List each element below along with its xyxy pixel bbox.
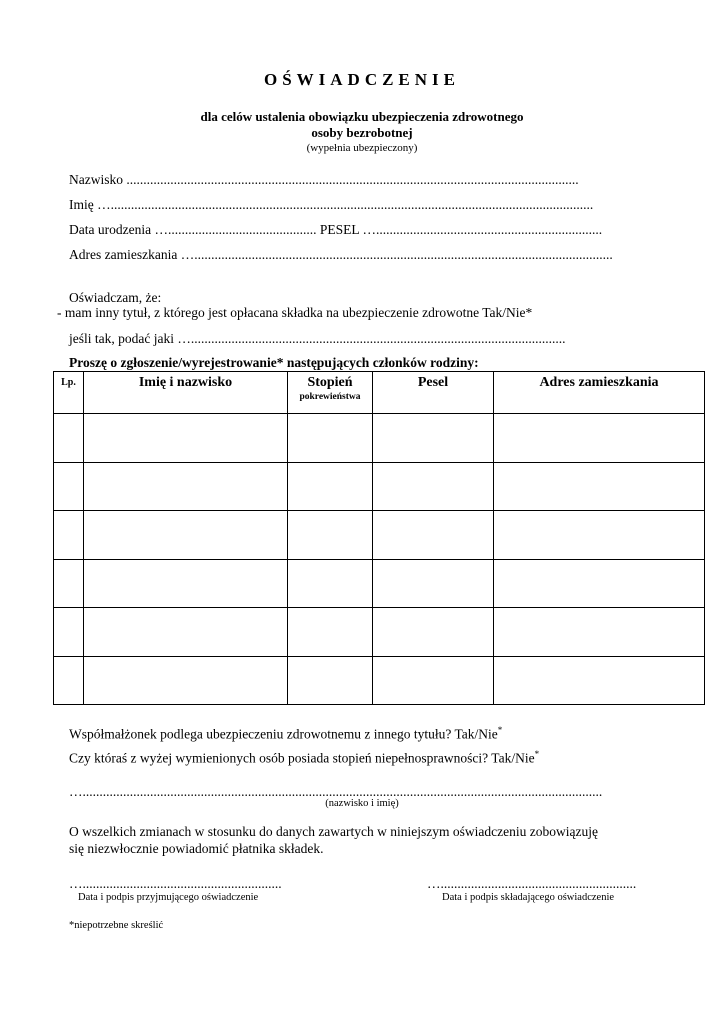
obligation-line1: O wszelkich zmianach w stosunku do danych zawartych w niniejszym oświadczeniu zobowiązuję xyxy=(69,824,598,839)
address-field[interactable]: Adres zamieszkania …............................................................................................................................ xyxy=(69,247,613,262)
cell-lp[interactable] xyxy=(54,656,84,705)
disability-question xyxy=(69,749,539,767)
cell-name[interactable] xyxy=(84,414,288,463)
cell-degree[interactable] xyxy=(288,511,373,560)
if-yes-field[interactable]: jeśli tak, podać jaki …............................................................................................................... xyxy=(69,331,566,346)
declarant-signature-line[interactable]: ….......................................................... xyxy=(427,876,637,891)
table-row xyxy=(54,414,705,463)
receiver-signature-line[interactable]: …........................................................... xyxy=(69,876,282,891)
cell-address[interactable] xyxy=(494,559,705,608)
cell-address[interactable] xyxy=(494,511,705,560)
cell-degree[interactable] xyxy=(288,559,373,608)
cell-name[interactable] xyxy=(84,656,288,705)
cell-name[interactable] xyxy=(84,608,288,657)
surname-field[interactable]: Nazwisko ...................................................................................................................................... xyxy=(69,172,579,187)
header-degree-sub: pokrewieństwa xyxy=(299,392,361,402)
declaration-intro: Oświadczam, że: xyxy=(69,290,162,305)
spouse-question-star: * xyxy=(497,725,503,735)
cell-pesel[interactable] xyxy=(373,511,494,560)
first-name-field[interactable]: Imię …............................................................................................................................................... xyxy=(69,197,594,212)
header-degree xyxy=(288,372,373,414)
cell-lp[interactable] xyxy=(54,608,84,657)
declarant-signature-caption: Data i podpis składającego oświadczenie xyxy=(442,892,615,903)
cell-degree[interactable] xyxy=(288,608,373,657)
document-title: OŚWIADCZENIE xyxy=(263,70,461,89)
footnote: *niepotrzebne skreślić xyxy=(69,920,164,931)
family-members-table xyxy=(53,371,705,705)
cell-address[interactable] xyxy=(494,608,705,657)
cell-lp[interactable] xyxy=(54,414,84,463)
document-subtitle-line2: osoby bezrobotnej xyxy=(311,125,413,140)
header-name-label: Imię i nazwisko xyxy=(138,375,233,390)
cell-pesel[interactable] xyxy=(373,414,494,463)
header-degree-label: Stopień xyxy=(307,375,353,390)
header-address-label: Adres zamieszkania xyxy=(539,375,659,390)
disability-question-text: Czy któraś z wyżej wymienionych osób posiada stopień niepełnosprawności? Tak/Nie xyxy=(69,750,535,766)
cell-lp[interactable] xyxy=(54,462,84,511)
cell-name[interactable] xyxy=(84,559,288,608)
cell-pesel[interactable] xyxy=(373,559,494,608)
spouse-question-text: Współmałżonek podlega ubezpieczeniu zdrowotnemu z innego tytułu? Tak/Nie xyxy=(69,726,498,742)
header-address xyxy=(494,372,705,414)
table-row xyxy=(54,511,705,560)
cell-lp[interactable] xyxy=(54,511,84,560)
header-name xyxy=(84,372,288,414)
cell-address[interactable] xyxy=(494,414,705,463)
cell-lp[interactable] xyxy=(54,559,84,608)
fill-note: (wypełnia ubezpieczony) xyxy=(306,142,418,154)
spouse-question xyxy=(69,725,502,743)
name-signature-caption: (nazwisko i imię) xyxy=(325,798,399,809)
cell-name[interactable] xyxy=(84,462,288,511)
cell-name[interactable] xyxy=(84,511,288,560)
table-row xyxy=(54,656,705,705)
cell-pesel[interactable] xyxy=(373,608,494,657)
cell-address[interactable] xyxy=(494,462,705,511)
obligation-line2: się niezwłocznie powiadomić płatnika składek. xyxy=(69,841,324,856)
table-row xyxy=(54,462,705,511)
document-subtitle-line1: dla celów ustalenia obowiązku ubezpieczenia zdrowotnego xyxy=(200,109,524,124)
header-pesel xyxy=(373,372,494,414)
receiver-signature-caption: Data i podpis przyjmującego oświadczenie xyxy=(78,892,259,903)
header-pesel-label: Pesel xyxy=(417,375,449,390)
header-lp: Lp. xyxy=(54,372,84,414)
cell-pesel[interactable] xyxy=(373,462,494,511)
cell-pesel[interactable] xyxy=(373,656,494,705)
table-row xyxy=(54,559,705,608)
other-title-statement: - mam inny tytuł, z którego jest opłacana składka na ubezpieczenie zdrowotne Tak/Nie* xyxy=(57,305,533,320)
birth-date-pesel-field[interactable]: Data urodzenia …............................................ PESEL …................................................................... xyxy=(69,222,603,237)
cell-degree[interactable] xyxy=(288,656,373,705)
cell-address[interactable] xyxy=(494,656,705,705)
family-request-heading: Proszę o zgłoszenie/wyrejestrowanie* następujących członków rodziny: xyxy=(69,355,479,370)
cell-degree[interactable] xyxy=(288,462,373,511)
table-row xyxy=(54,608,705,657)
table-header-row xyxy=(54,372,705,414)
cell-degree[interactable] xyxy=(288,414,373,463)
name-signature-line[interactable]: ….......................................................................................................................................................... xyxy=(69,784,603,799)
disability-question-star: * xyxy=(534,749,540,759)
